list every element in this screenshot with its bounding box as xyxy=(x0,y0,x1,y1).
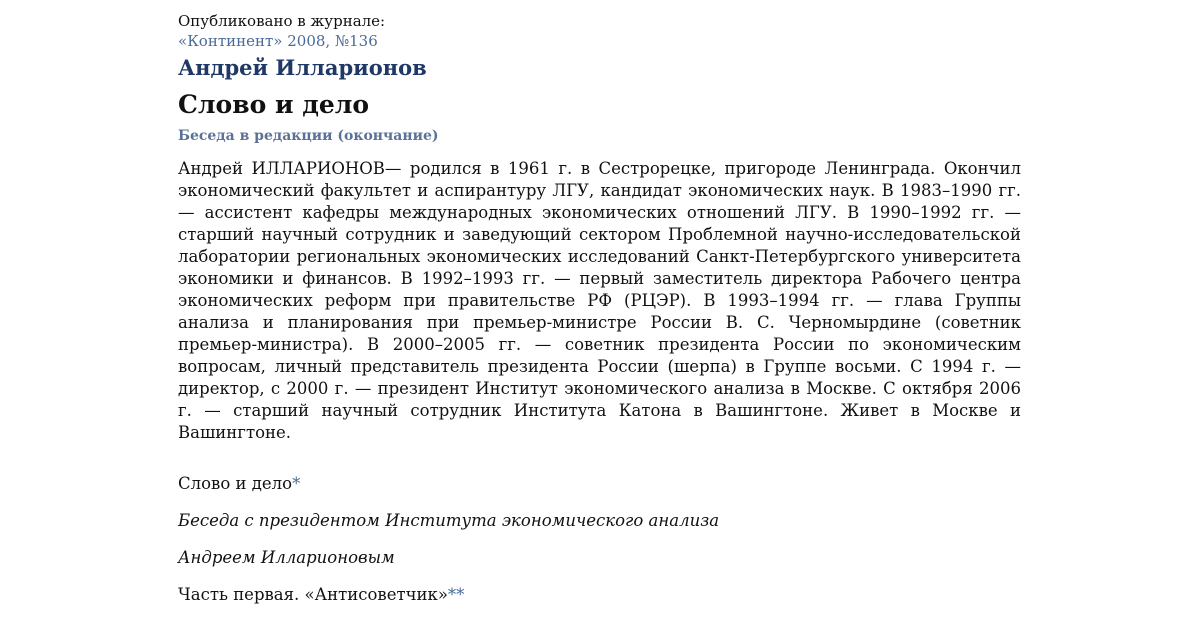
section-title xyxy=(178,473,300,495)
journal-open-quote: « xyxy=(178,32,188,50)
interview-line-1: Беседа с президентом Института экономического анализа xyxy=(178,511,720,530)
footnote-link-2[interactable]: ** xyxy=(447,585,465,604)
author-name: Андрей Илларионов xyxy=(178,55,427,80)
article-subtitle: Беседа в редакции (окончание) xyxy=(178,128,439,144)
footnote-link-1[interactable]: * xyxy=(292,474,301,493)
part-title-text: Часть первая. «Антисоветчик» xyxy=(178,585,448,604)
part-title xyxy=(178,584,464,606)
interview-line-2: Андреем Илларионовым xyxy=(178,548,395,567)
section-title-text: Слово и дело xyxy=(178,474,293,493)
author-bio: Андрей ИЛЛАРИОНОВ— родился в 1961 г. в Сестрорецке, пригороде Ленинграда. Окончил экономический факультет и аспирантуру ЛГУ, кандидат экономических наук. В 1983–1990 гг. — ассистент кафедры международных экономических отношений ЛГУ. В 1990–1992 гг. — старший научный сотрудник и заведующий сектором Проблемной научно-исследовательской лаборатории региональных экономических исследований Санкт-Петербургского университета экономики и финансов. В 1992–1993 гг. — первый заместитель директора Рабочего центра экономических реформ при правительстве РФ (РЦЭР). В 1993–1994 гг. — глава Группы анализа и планирования при премьер-министре России В. С. Черномырдине (советник премьер-министра). В 2000–2005 гг. — советник президента России по экономическим вопросам, личный представитель президента России (шерпа) в Группе восьми. С 1994 г. — директор, с 2000 г. — президент Институт экономического анализа в Москве. С октября 2006 г. — старший научный сотрудник Института Катона в Вашингтоне. Живет в Москве и Вашингтоне. xyxy=(178,159,1021,442)
article-title: Слово и дело xyxy=(178,90,370,119)
article-header xyxy=(178,11,1021,444)
published-label: Опубликовано в журнале: xyxy=(178,12,386,30)
journal-issue: 2008, №136 xyxy=(282,32,378,50)
journal-link[interactable]: Континент» xyxy=(187,32,283,50)
published-journal xyxy=(178,31,1021,51)
